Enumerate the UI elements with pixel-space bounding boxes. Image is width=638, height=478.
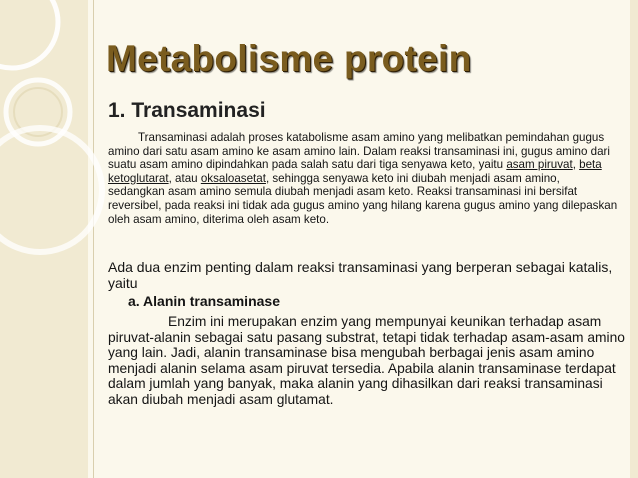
paragraph-text-2: , sehingga senyawa keto ini diubah menjadi asam amino, sedangkan asam amino semula diubah menjadi asam keto. Reaksi transaminasi ini bersifat reversibel, pada reaksi ini tidak ada gugus amino yang hilang karena gugus amino yang dilepaskan oleh asam amino, diterima oleh asam keto. <box>108 171 618 226</box>
alanin-transaminase-heading: a. Alanin transaminase <box>128 293 280 309</box>
enzyme-paragraph-text: Enzim ini merupakan enzim yang mempunyai keunikan terhadap asam piruvat-alanin sebagai satu pasang substrat, tetapi tidak terhadap asam-asam amino yang lain. Jadi, alanin transaminase bisa mengubah berbagai jenis asam amino menjadi alanin selama asam piruvat tersedia. Apabila alanin transaminase terdapat dalam jumlah yang banyak, maka alanin yang dihasilkan dari reaksi transaminasi akan diubah menjadi asam glutamat. <box>108 314 625 407</box>
paragraph-text-1: Transaminasi adalah proses katabolisme asam amino yang melibatkan pemindahan gugus amino dari satu asam amino ke asam amino lain. Dalam reaksi transaminasi ini, gugus amino dari suatu asam amino dipindahkan pada salah satu dari tiga senyawa keto, yaitu <box>108 131 610 172</box>
link-beta-ketoglutarat[interactable]: beta ketoglutarat <box>108 158 602 185</box>
link-oksaloasetat[interactable]: oksaloasetat <box>200 171 266 185</box>
link-asam-piruvat[interactable]: asam piruvat <box>506 158 573 172</box>
slide-title: Metabolisme protein <box>106 38 472 79</box>
section-heading: 1. Transaminasi <box>108 99 266 122</box>
decorative-circle-large <box>0 128 102 252</box>
enzymes-intro: Ada dua enzim penting dalam reaksi transaminasi yang berperan sebagai katalis, yaitu <box>108 259 613 291</box>
paragraph-separator-1: , <box>572 158 580 172</box>
alanin-transaminase-paragraph <box>108 314 628 408</box>
decorative-circle-top <box>0 0 58 68</box>
paragraph-separator-2: , atau <box>168 171 201 185</box>
transaminasi-paragraph <box>108 131 618 226</box>
right-decorative-band <box>630 0 638 478</box>
